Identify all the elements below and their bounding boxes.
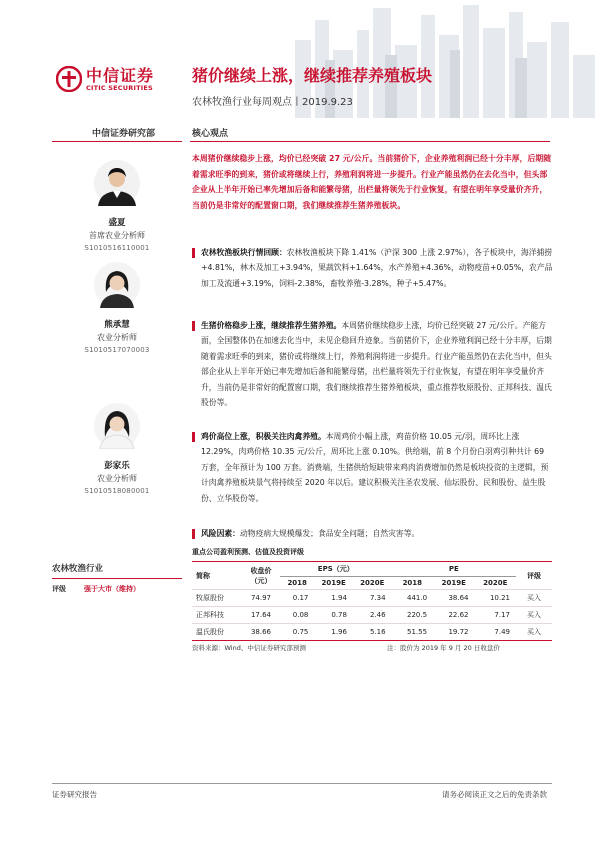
core-summary: 本周猪价继续稳步上涨，均价已经突破 27 元/公斤。当前猪价下，企业养殖利润已经十分丰厚，后期随着需求旺季的到来，猪价或将继续上行，养殖利润将进一步提升。行业产能虽然仍在去化当中，但头部企业从上半年开始已率先增加后备和能繁母猪，出栏量将领先于行业恢复，有望在明年享受量价齐升，当前仍是非常好的配置窗口期，我们继续推荐生猪养殖板块。 — [192, 154, 552, 211]
analyst-code: S1010517070003 — [84, 346, 150, 354]
table-note: 注：股价为 2019 年 9 月 20 日收盘价 — [387, 644, 500, 652]
section-lead: 鸡价高位上涨，积极关注肉禽养殖。 — [201, 432, 326, 441]
section-marker — [192, 432, 195, 442]
analyst-card — [52, 403, 182, 495]
rating-key: 评级 — [52, 585, 66, 593]
analyst-role: 首席农业分析师 — [89, 231, 145, 240]
report-header — [0, 0, 595, 118]
table-row — [192, 607, 552, 624]
table-caption: 重点公司盈利预测、估值及投资评级 — [192, 548, 304, 556]
analyst-role: 农业分析师 — [97, 474, 137, 483]
analyst-photo — [94, 160, 140, 206]
section-chicken-price — [192, 429, 554, 506]
section-lead: 农林牧渔板块行情回顾： — [201, 248, 287, 257]
right-divider — [190, 141, 550, 142]
analyst-name: 熊承慧 — [104, 320, 130, 330]
year-header: 2018 — [402, 579, 423, 587]
year-header: 2018 — [287, 579, 307, 587]
report-title: 猪价继续上涨，继续推荐养殖板块 — [192, 66, 433, 85]
table-source: 资料来源：Wind、中信证券研究部预测 — [192, 644, 306, 652]
cell-rating: 买入 — [516, 590, 552, 607]
section-text: 动物疫病大规模爆发；食品安全问题；自然灾害等。 — [239, 529, 420, 538]
left-divider — [52, 141, 182, 142]
section-text: 农林牧渔板块下降 1.41%（沪深 300 上涨 2.97%），各子板块中，海洋捕捞+4.81%，林木及加工+3.94%，果蔬饮料+1.64%，水产养殖+4.36%，动物疫苗+0.05%，农产品加工及流通+3.19%，饲料-2.38%，畜牧养殖-3.28%，种子+5.47%。 — [201, 248, 553, 288]
footer-divider — [52, 783, 552, 784]
logo-english: CITIC SECURITIES — [86, 83, 153, 92]
cell-price: 17.64 — [242, 607, 280, 624]
cell-price: 38.66 — [242, 624, 280, 641]
section-text: 本周猪价继续稳步上涨，均价已经突破 27 元/公斤。产能方面，全国整体仍在加速去化当中，未见企稳回升迹象。当前猪价下，企业养殖利润已经十分丰厚，后期随着需求旺季的到来，猪价或将继续上行，养殖利润将进一步提升。行业产能虽然仍在去化当中，但头部企业从上半年开始已率先增加后备和能繁母猪，出栏量将领先于行业恢复，有望在明年享受量价齐升，当前仍是非常好的配置窗口期，我们继续推荐生猪养殖板块，重点推荐牧原股份、正邦科技、温氏股份等。 — [201, 321, 552, 408]
cell-value: 220.5 — [392, 607, 433, 624]
citic-logo-icon — [56, 66, 82, 92]
cell-name: 牧原股份 — [192, 590, 242, 607]
cell-price: 74.97 — [242, 590, 280, 607]
cell-value: 0.75 — [280, 624, 314, 641]
sector-title: 农林牧渔行业 — [52, 562, 182, 579]
analyst-code: S1010518080001 — [84, 487, 150, 495]
year-header: 2020E — [360, 579, 385, 587]
cell-value: 7.34 — [353, 590, 392, 607]
analyst-name: 盛夏 — [108, 218, 126, 228]
analyst-card — [52, 160, 182, 252]
year-header: 2020E — [483, 579, 508, 587]
header-price: 收盘价（元） — [250, 566, 272, 585]
cell-value: 0.08 — [280, 607, 314, 624]
section-marker — [192, 248, 195, 258]
header-name: 简称 — [196, 571, 210, 580]
footer-disclaimer: 请务必阅读正文之后的免责条款 — [442, 790, 547, 799]
analyst-role: 农业分析师 — [97, 333, 137, 342]
forecast-table — [192, 561, 552, 641]
cell-rating: 买入 — [516, 607, 552, 624]
cell-value: 0.78 — [314, 607, 353, 624]
cell-value: 19.72 — [433, 624, 474, 641]
cell-name: 温氏股份 — [192, 624, 242, 641]
sector-rating-box — [52, 562, 182, 594]
cell-value: 7.49 — [474, 624, 516, 641]
cell-value: 22.62 — [433, 607, 474, 624]
cell-value: 51.55 — [392, 624, 433, 641]
analyst-name: 彭家乐 — [104, 461, 130, 471]
header-rating: 评级 — [527, 571, 541, 580]
section-lead: 生猪价格稳步上涨，继续推荐生猪养殖。 — [201, 321, 342, 330]
table-row — [192, 624, 552, 641]
logo-chinese: 中信证券 — [86, 65, 155, 85]
section-lead: 风险因素： — [201, 529, 240, 538]
cell-name: 正邦科技 — [192, 607, 242, 624]
header-pe: PE — [392, 562, 516, 577]
table-footnote — [192, 643, 552, 652]
cell-value: 0.17 — [280, 590, 314, 607]
rating-value: 强于大市（维持） — [84, 585, 140, 593]
section-marker — [192, 321, 195, 331]
citic-logo — [56, 66, 154, 92]
analyst-photo — [94, 403, 140, 449]
cell-value: 5.16 — [353, 624, 392, 641]
section-risk — [192, 526, 554, 541]
section-hog-price — [192, 318, 554, 410]
report-subtitle: 农林牧渔行业每周观点丨2019.9.23 — [192, 97, 353, 108]
analyst-photo — [94, 262, 140, 308]
table-header-row — [192, 562, 552, 577]
table-row — [192, 590, 552, 607]
year-header: 2019E — [321, 579, 346, 587]
section-text: 本周鸡价小幅上涨，鸡苗价格 10.05 元/羽，周环比上涨 12.29%，肉鸡价格 10.35 元/公斤，周环比上涨 0.10%。供给端，前 8 个月份白羽鸡引种共计 69 万套，全年预计为 100 万套。消费端，生猪供给短缺带来鸡肉消费增加仍然是板块投资的主逻辑，预计肉禽养殖板块景气将持续至 2020 年以后。建议积极关注圣农发展、仙坛股份、民和股份、益生股份、立华股份等。 — [201, 432, 549, 503]
year-header: 2019E — [441, 579, 466, 587]
cell-value: 1.94 — [314, 590, 353, 607]
department-label: 中信证券研究部 — [92, 129, 156, 139]
cell-value: 7.17 — [474, 607, 516, 624]
footer-left-text: 证券研究报告 — [52, 790, 97, 799]
core-view-heading: 核心观点 — [192, 129, 229, 139]
header-eps: EPS（元） — [280, 562, 392, 577]
cell-value: 441.0 — [392, 590, 433, 607]
cell-value: 1.96 — [314, 624, 353, 641]
cell-value: 38.64 — [433, 590, 474, 607]
cell-value: 2.46 — [353, 607, 392, 624]
cell-rating: 买入 — [516, 624, 552, 641]
section-market-review — [192, 245, 554, 291]
section-marker — [192, 529, 195, 539]
analyst-code: S1010516110001 — [84, 244, 150, 252]
analyst-card — [52, 262, 182, 354]
cell-value: 10.21 — [474, 590, 516, 607]
